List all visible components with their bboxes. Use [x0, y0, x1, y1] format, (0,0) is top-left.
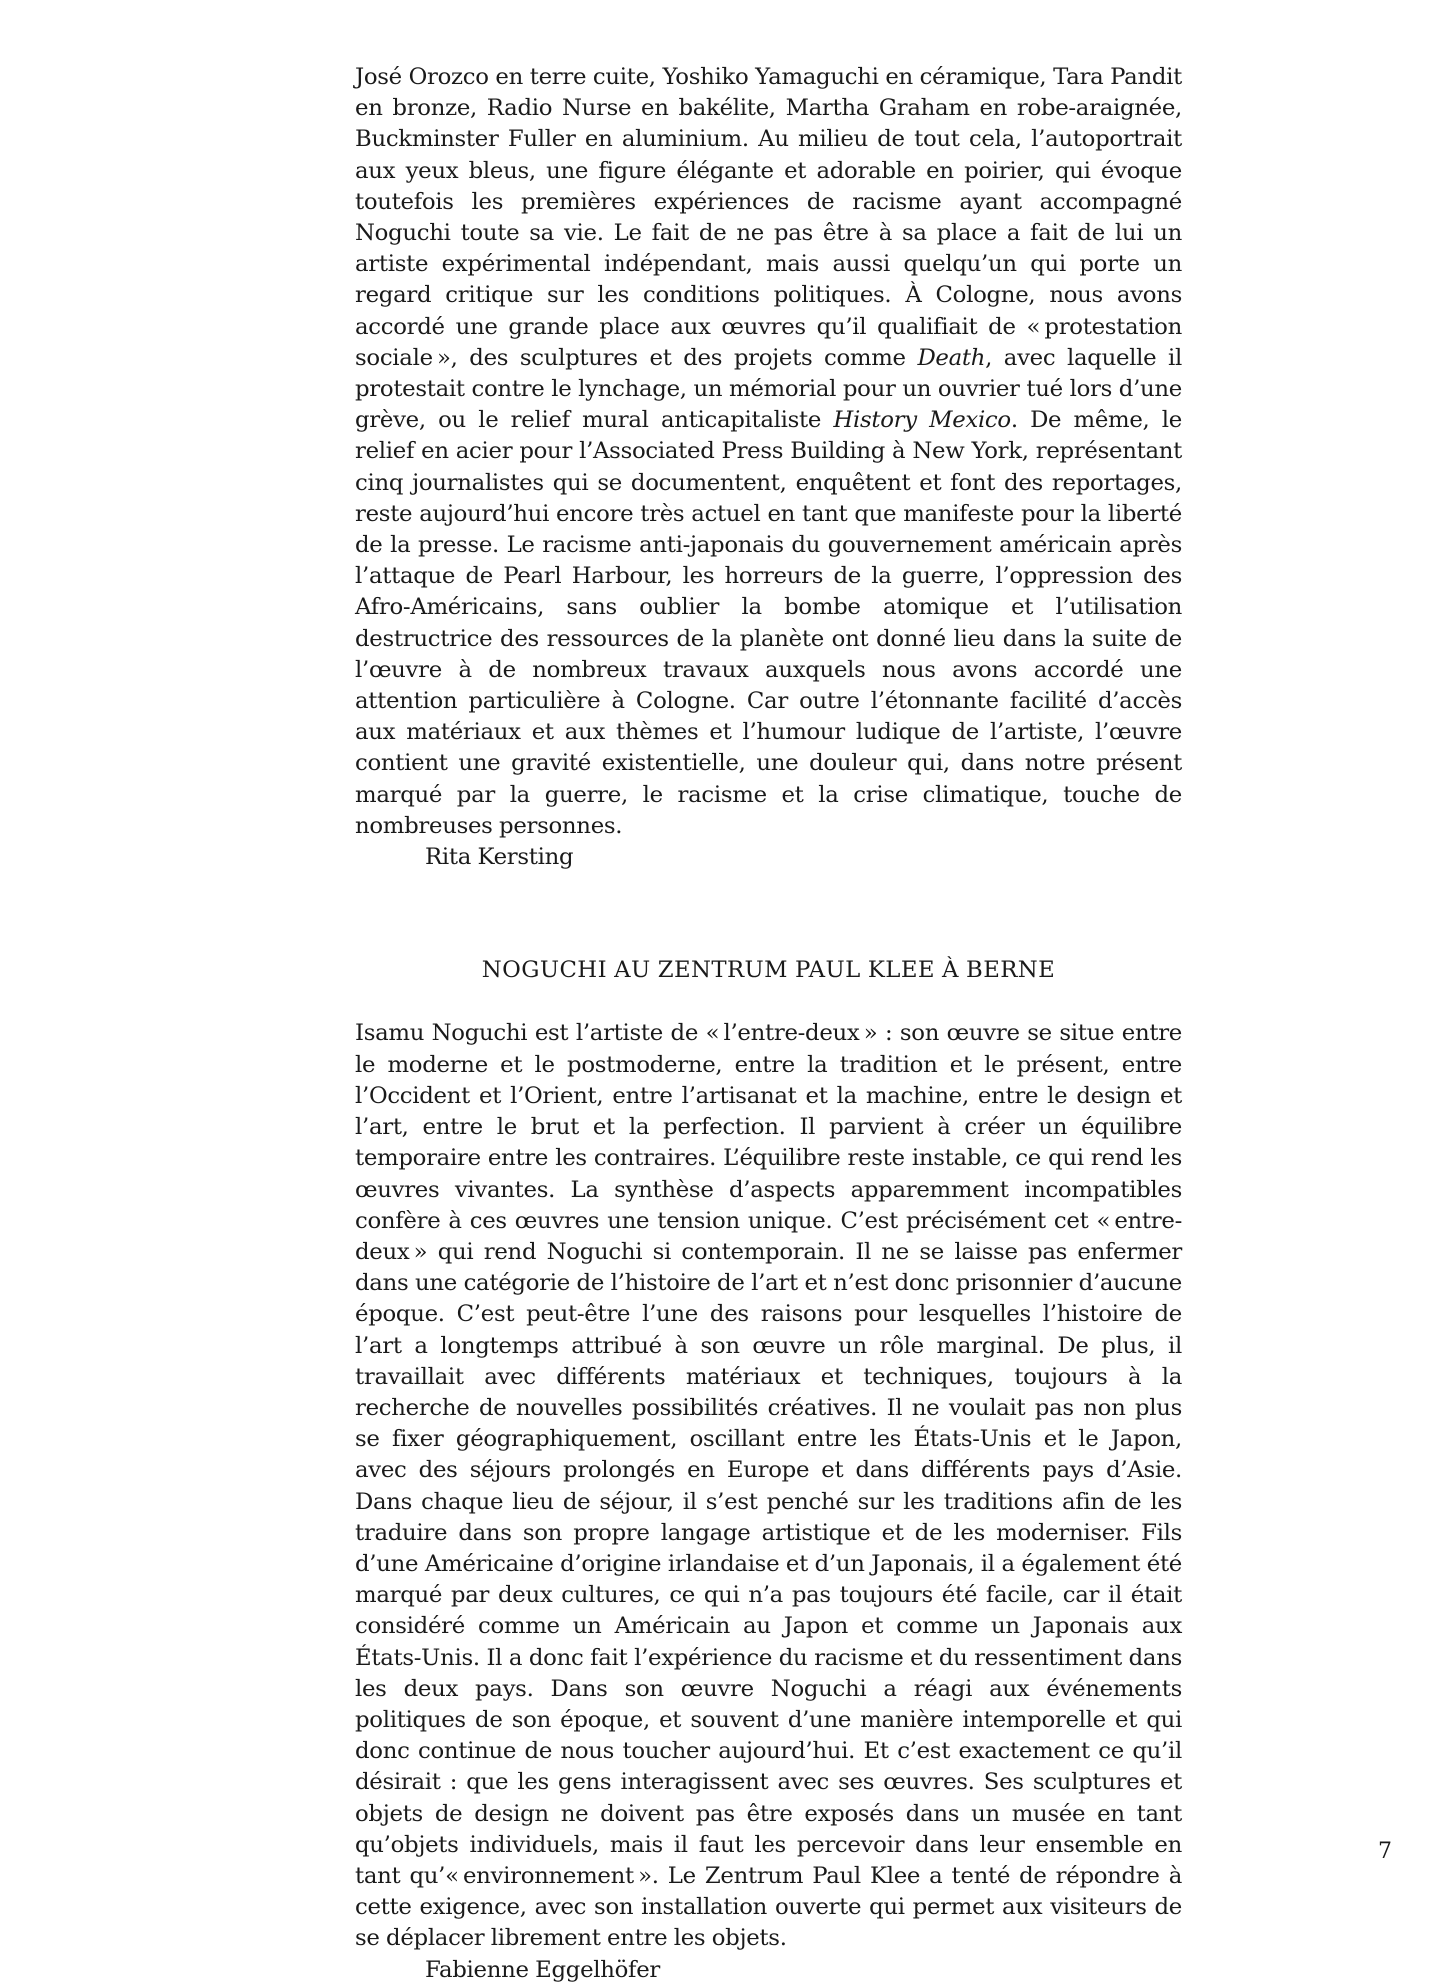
section-spacer — [355, 873, 1182, 955]
article-1-body: José Orozco en terre cuite, Yoshiko Yamaguchi en céramique, Tara Pandit en bronze, Radio Nurse en bakélite, Martha Graham en robe-araignée, Buckminster Fuller en aluminium. Au milieu de tout cela, l’autoportrait aux yeux bleus, une figure élégante et adorable en poirier, qui évoque toutefois les premières expériences de racisme ayant accompagné Noguchi toute sa vie. Le fait de ne pas être à sa place a fait de lui un artiste expérimental indépendant, mais aussi quelqu’un qui porte un regard critique sur les conditions politiques. À Cologne, nous avons accordé une grande place aux œuvres qu’il qualifiait de « protestation sociale », des sculptures et des projets comme Death, avec laquelle il protestait contre le lynchage, un mémorial pour un ouvrier tué lors d’une grève, ou le relief mural anticapitaliste History Mexico. De même, le relief en acier pour l’Associated Press Building à New York, représentant cinq journalistes qui se documentent, enquêtent et font des reportages, reste aujourd’hui encore très actuel en tant que manifeste pour la liberté de la presse. Le racisme anti-japonais du gouvernement américain après l’attaque de Pearl Harbour, les horreurs de la guerre, l’oppression des Afro-Américains, sans oublier la bombe atomique et l’utilisation destructrice des ressources de la planète ont donné lieu dans la suite de l’œuvre à de nombreux travaux auxquels nous avons accordé une attention particulière à Cologne. Car outre l’étonnante facilité d’accès aux matériaux et aux thèmes et l’humour ludique de l’artiste, l’œuvre contient une gravité existentielle, une douleur qui, dans notre présent marqué par la guerre, le racisme et la crise climatique, touche de nombreuses personnes. — [355, 64, 1182, 839]
article-2-body: Isamu Noguchi est l’artiste de « l’entre-deux » : son œuvre se situe entre le moderne et le postmoderne, entre la tradition et le présent, entre l’Occident et l’Orient, entre l’artisanat et la machine, entre le design et l’art, entre le brut et la perfection. Il parvient à créer un équilibre temporaire entre les contraires. L’équilibre reste instable, ce qui rend les œuvres vivantes. La synthèse d’aspects apparemment incompatibles confère à ces œuvres une tension unique. C’est précisément cet « entre-deux » qui rend Noguchi si contemporain. Il ne se laisse pas enfermer dans une catégorie de l’histoire de l’art et n’est donc prisonnier d’aucune époque. C’est peut-être l’une des raisons pour lesquelles l’histoire de l’art a longtemps attribué à son œuvre un rôle marginal. De plus, il travaillait avec différents matériaux et techniques, toujours à la recherche de nouvelles possibilités créatives. Il ne voulait pas non plus se fixer géographiquement, oscillant entre les États-Unis et le Japon, avec des séjours prolongés en Europe et dans différents pays d’Asie. Dans chaque lieu de séjour, il s’est penché sur les traditions afin de les traduire dans son propre langage artistique et de les moderniser. Fils d’une Américaine d’origine irlandaise et d’un Japonais, il a également été marqué par deux cultures, ce qui n’a pas toujours été facile, car il était considéré comme un Américain au Japon et comme un Japonais aux États-Unis. Il a donc fait l’expérience du racisme et du ressentiment dans les deux pays. Dans son œuvre Noguchi a réagi aux événements politiques de son époque, et souvent d’une manière intemporelle et qui donc continue de nous toucher aujourd’hui. Et c’est exactement ce qu’il désirait : que les gens interagissent avec ses œuvres. Ses sculptures et objets de design ne doivent pas être exposés dans un musée en tant qu’objets individuels, mais il faut les percevoir dans leur ensemble en tant qu’« environnement ». Le Zentrum Paul Klee a tenté de répondre à cette exigence, avec son installation ouverte qui permet aux visiteurs de se déplacer librement entre les objets. — [355, 1020, 1182, 1952]
article-2-heading: NOGUCHI AU ZENTRUM PAUL KLEE À BERNE — [481, 957, 1056, 984]
text-column — [355, 62, 1182, 1986]
page-number: 7 — [1378, 1839, 1392, 1864]
heading-spacer — [355, 986, 1182, 1018]
article-1-author: Rita Kersting — [425, 844, 574, 871]
article-2-author: Fabienne Eggelhöfer — [425, 1956, 660, 1983]
